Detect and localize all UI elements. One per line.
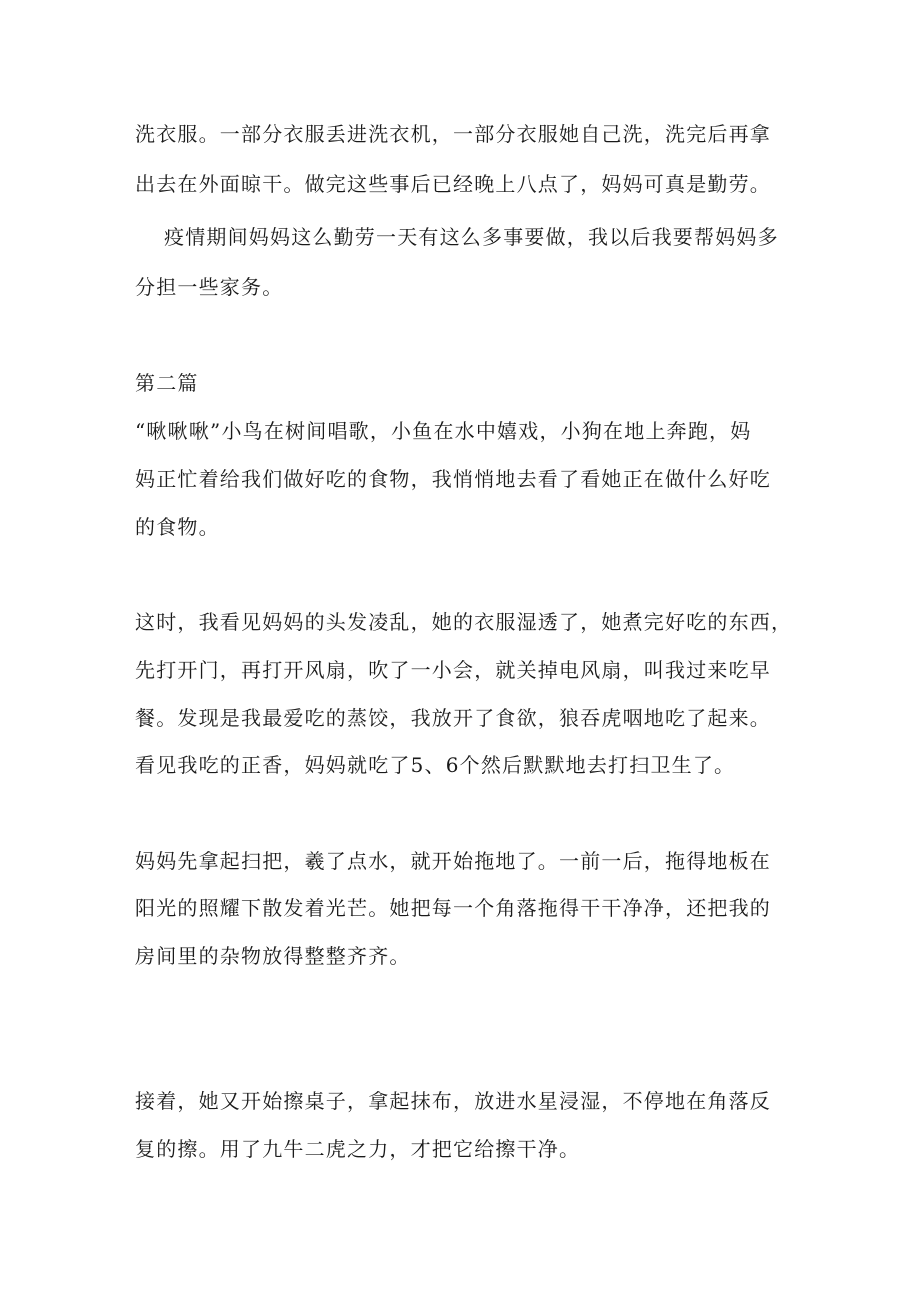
paragraph-6-line-1: 接着，她又开始擦桌子，拿起抹布，放进水星浸湿，不停地在角落反 [135, 1089, 771, 1113]
paragraph-5-line-1: 妈妈先拿起扫把，羲了点水，就开始拖地了。一前一后，拖得地板在 [135, 849, 771, 873]
paragraph-4-line-2: 先打开门，再打开风扇，吹了一小会，就关掉电风扇，叫我过来吃早 [135, 658, 771, 682]
paragraph-5-line-3: 房间里的杂物放得整整齐齐。 [135, 944, 411, 968]
paragraph-4-line-3: 餐。发现是我最爱吃的蒸饺，我放开了食欲，狼吞虎咽地吃了起来。 [135, 706, 771, 730]
paragraph-1-line-2: 出去在外面晾干。做完这些事后已经晚上八点了，妈妈可真是勤劳。 [135, 172, 771, 196]
paragraph-3-line-3: 的食物。 [135, 515, 220, 539]
paragraph-4-line-4: 看见我吃的正香，妈妈就吃了5、6个然后默默地去打扫卫生了。 [135, 753, 736, 777]
paragraph-3-line-1: “啾啾啾”小鸟在树间唱歌，小鱼在水中嬉戏，小狗在地上奔跑，妈 [135, 419, 752, 443]
paragraph-6-line-2: 复的擦。用了九牛二虎之力，才把它给擦干净。 [135, 1137, 581, 1161]
paragraph-4-line-1: 这时，我看见妈妈的头发凌乱，她的衣服湿透了，她煮完好吃的东西， [135, 610, 793, 634]
paragraph-3-line-2: 妈正忙着给我们做好吃的食物，我悄悄地去看了看她正在做什么好吃 [135, 467, 771, 491]
section-title: 第二篇 [135, 371, 199, 395]
paragraph-2-line-2: 分担一些家务。 [135, 275, 284, 299]
paragraph-5-line-2: 阳光的照耀下散发着光芒。她把每一个角落拖得干干净净，还把我的 [135, 896, 771, 920]
paragraph-1-line-1: 洗衣服。一部分衣服丢进洗衣机，一部分衣服她自己洗，洗完后再拿 [135, 122, 771, 146]
paragraph-2-line-1: 疫情期间妈妈这么勤劳一天有这么多事要做，我以后我要帮妈妈多 [164, 225, 779, 249]
